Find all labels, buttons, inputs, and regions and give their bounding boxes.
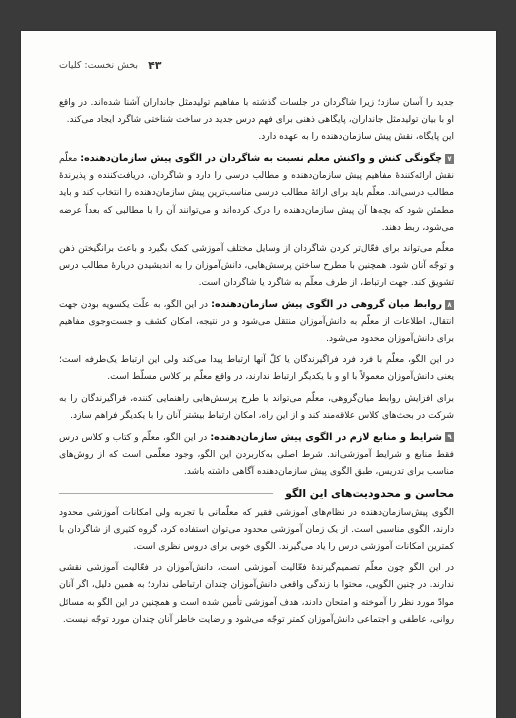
section-7-lead: چگونگی کنش و واکنش معلم نسبت به شاگردان در الگوی پیش سازمان‌دهنده:: [80, 153, 442, 165]
section-7-paragraph: [59, 150, 454, 236]
section-number-badge: ۸: [445, 300, 454, 310]
page-header: [59, 56, 454, 74]
section-heading-text: محاسن و محدودیت‌های این الگو: [285, 486, 454, 500]
intro-line: جدید را آسان سازد؛ زیرا شاگردان در جلسات گذشته با مفاهیم تولیدمثل جانداران آشنا شده‌اند. در واقع: [59, 98, 454, 108]
section-8-paragraph: [59, 296, 454, 348]
paragraph: در این الگو چون معلّم تصمیم‌گیرندهٔ فعّالیت آموزشی است، دانش‌آموزان در فعّالیت آموزشی نقشی ندارند. در چنین الگویی، محتوا با زندگی واقعی دانش‌آموزان چندان ارتباطی ندارد؛ به همین دلیل، اگر آنان موادّ مورد نظر را آموخته و امتحان دادند، هدف آموزشی تأمین شده است و همچنین در این الگو به مسائل روانی، عاطفی و اجتماعی دانش‌آموزان کمتر توجّه می‌شود و رضایت خاطر آنان چندان مورد توجّه نیست.: [59, 563, 454, 625]
section-7-text: معلّم نقش ارائه‌کنندهٔ مفاهیم پیش سازمان‌دهنده و مطالب درسی را دارد و شاگردان، دریافت‌کننده و پذیرندهٔ مطالب درسی‌اند. معلّم باید برای ارائهٔ مطالب درسی مناسب‌ترین پیش سازمان‌دهنده را انتخاب کند و باید مطمئن شود که بچه‌ها آن پیش سازمان‌دهنده را درک کرده‌اند و می‌توانند آن را با مطالبی که بعداً عرضه می‌شود، ربط دهند.: [59, 154, 454, 233]
intro-line: این پایگاه، نقش پیش سازمان‌دهنده را به عهده دارد.: [258, 132, 454, 143]
section-number-badge: ۷: [445, 154, 454, 164]
running-title: بخش نخست: کلیات: [59, 59, 139, 71]
paragraph: الگوی پیش‌سازمان‌دهنده در نظام‌های آموزشی فقیر که معلّمانی با تجربه ولی امکانات آموزشی محدود دارند، الگوی مناسبی است. از یک زمان آموزشی محدود می‌توان استفاده کرد، گروه کثیری از شاگردان با کمترین امکانات آموزشی درس را یاد می‌گیرند. الگوی خوبی برای دروس نظری است.: [59, 508, 454, 553]
book-page: [21, 31, 496, 718]
page-number: ۴۳: [148, 58, 162, 72]
intro-paragraph: [59, 95, 454, 146]
paragraph: معلّم می‌تواند برای فعّال‌تر کردن شاگردان از وسایل مختلف آموزشی کمک بگیرد و باعث برانگیختن ذهن و توجّه آنان شود. همچنین با مطرح ساختن پرسش‌هایی، دانش‌آموزان را به اندیشیدن دربارهٔ مطالب درس تشویق کند. جهت ارتباط، از طرف معلّم به شاگرد یا شاگردان است.: [59, 243, 454, 288]
heading-rule: [59, 493, 273, 494]
paragraph: در این الگو، معلّم با فرد فرد فراگیرندگان یا کلّ آنها ارتباط پیدا می‌کند ولی این ارتباط یک‌طرفه است؛ یعنی دانش‌آموزان معمولاً با او و با یکدیگر ارتباط ندارند، در واقع معلّم بر کلاس مسلّط است.: [59, 355, 454, 383]
section-9-paragraph: [59, 429, 454, 481]
section-8-lead: روابط میان گروهی در الگوی پیش سازمان‌دهنده:: [211, 299, 442, 311]
section-9-text: در این الگو، معلّم و کتاب و کلاس درس فقط منابع و شرایط آموزشی‌اند. شرط اصلی به‌کاربردن این الگو، وجود معلّمی است که از روش‌های مناسب برای تدریس، طبق الگوی پیش سازمان‌دهنده آگاهی داشته باشد.: [59, 432, 454, 477]
paragraph: برای افزایش روابط میان‌گروهی، معلّم می‌تواند با طرح پرسش‌هایی راهنمایی کننده، فراگیرندگان را به شرکت در بحث‌های کلاس علاقه‌مند کند و از این راه، امکان ارتباط بیشتر آنان را با یکدیگر فراهم سازد.: [59, 393, 454, 421]
section-9-lead: شرایط و منابع لازم در الگوی پیش سازمان‌دهنده:: [210, 431, 442, 443]
section-number-badge: ۹: [445, 432, 454, 442]
body-text: [59, 95, 454, 633]
section-8-text: در این الگو، به علّت یکسویه بودن جهت انتقال، اطلاعات از معلّم به دانش‌آموزان منتقل می‌شود و در نتیجه، امکان کشف و جست‌وجوی مفاهیم برای دانش‌آموزان محدود می‌شود.: [59, 300, 454, 345]
section-heading: [59, 485, 454, 502]
intro-line: او با بیان تولیدمثل جانداران، پایگاهی ذهنی برای فهم درس جدید در ساخت شناختی شاگرد ایجاد می‌کند.: [66, 115, 454, 126]
